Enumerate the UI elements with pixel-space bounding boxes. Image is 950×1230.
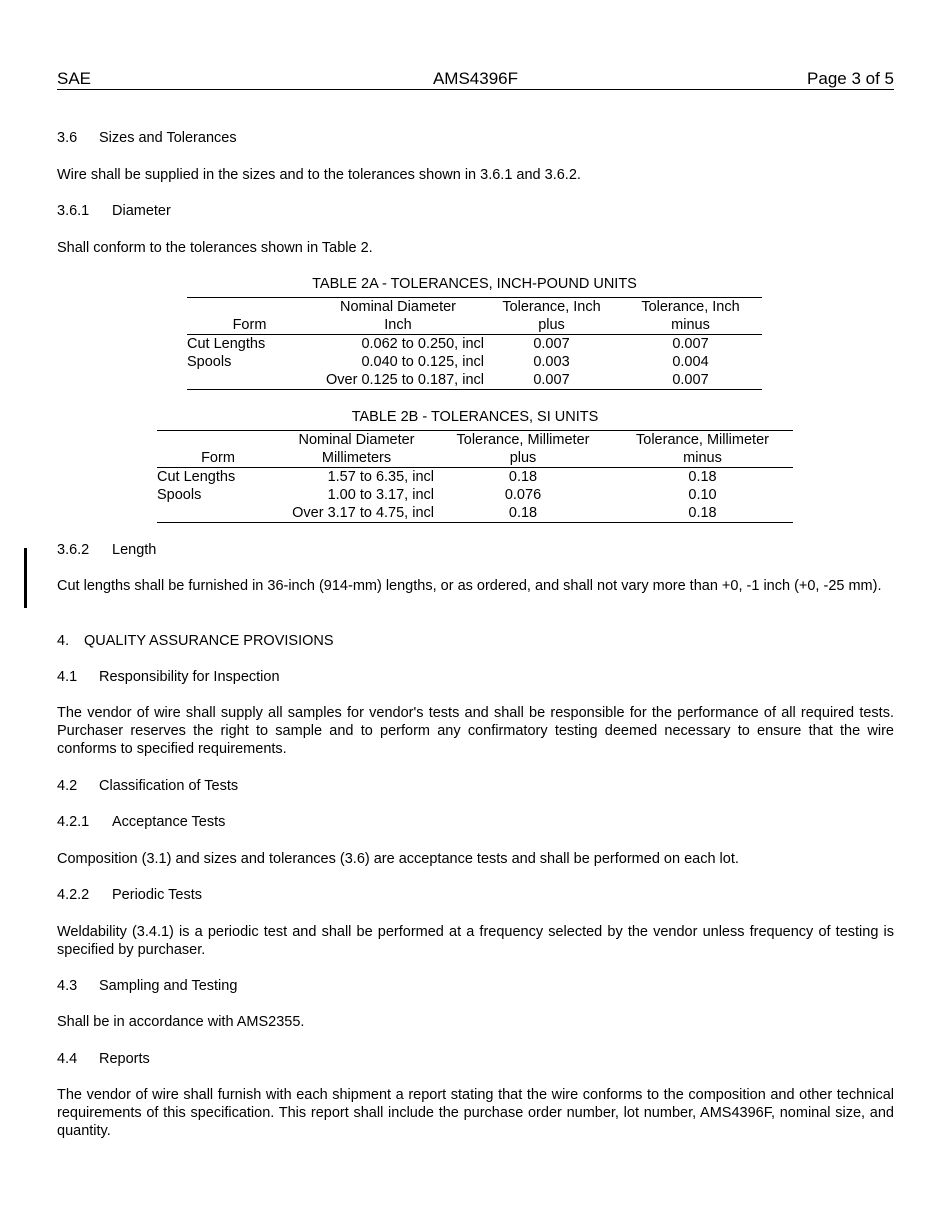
table-cell: 0.007 [619,371,762,390]
table-cell: 0.18 [508,469,538,485]
table-row [157,504,793,523]
table-2b-head: Nominal Diameter [279,431,434,450]
table-cell: 0.062 to 0.250, incl [361,336,484,352]
table-cell: 0.18 [612,504,793,523]
table-cell: 0.007 [533,336,570,352]
table-cell: 0.003 [533,354,570,370]
table-2b-head: plus [434,449,612,468]
table-2a-head: Form [187,316,312,335]
table-2a-head [187,298,312,317]
table-cell: 0.004 [672,354,709,370]
paragraph-4-1: The vendor of wire shall supply all samples for vendor's tests and shall be responsible for the performance of all required tests. Purchaser reserves the right to sample and to perform any confirmatory testing deemed necessary to ensure that the wire conforms to specified requirements. [57,705,894,757]
section-heading-4-1: 4.1 Responsibility for Inspection [57,669,280,685]
section-heading-3-6: 3.6 Sizes and Tolerances [57,130,237,146]
section-heading-4-4: 4.4 Reports [57,1051,150,1067]
paragraph-4-4: The vendor of wire shall furnish with each shipment a report stating that the wire conforms to the composition and other technical requirements of this specification. This report shall include the purchase order number, lot number, AMS4396F, nominal size, and quantity. [57,1087,894,1139]
table-cell: Cut Lengths [187,336,266,352]
table-2a-head: plus [484,316,619,335]
section-heading-3-6-2: 3.6.2 Length [57,542,157,558]
paragraph-3-6: Wire shall be supplied in the sizes and to the tolerances shown in 3.6.1 and 3.6.2. [57,167,581,183]
table-cell [187,371,312,390]
section-heading-4-2-2: 4.2.2 Periodic Tests [57,887,202,903]
table-cell: Spools [157,487,202,503]
table-cell: 1.57 to 6.35, incl [327,469,434,485]
table-2a-head: minus [619,316,762,335]
header-org: SAE [57,69,92,88]
table-row [187,335,762,354]
table-row [157,486,793,504]
table-2a-head: Tolerance, Inch [484,298,619,317]
table-2b-caption: TABLE 2B - TOLERANCES, SI UNITS [351,409,599,425]
page-header [57,68,894,90]
table-cell: 0.007 [484,371,619,390]
table-2a-head: Inch [312,316,484,335]
paragraph-4-3: Shall be in accordance with AMS2355. [57,1014,305,1030]
table-2a-head: Nominal Diameter [312,298,484,317]
paragraph-4-2-2: Weldability (3.4.1) is a periodic test and shall be performed at a frequency selected by the vendor unless frequency of testing is specified by purchaser. [57,924,894,958]
section-heading-3-6-1: 3.6.1 Diameter [57,203,171,219]
table-2b-head [157,431,279,450]
table-2a-head: Tolerance, Inch [619,298,762,317]
table-cell [157,504,279,523]
section-heading-4-2-1: 4.2.1 Acceptance Tests [57,814,226,830]
table-cell: 0.040 to 0.125, incl [361,354,484,370]
revision-bar [24,548,27,608]
table-2b [157,430,793,523]
table-cell: Over 3.17 to 4.75, incl [279,504,434,523]
table-cell: Cut Lengths [157,469,236,485]
table-2b-head: minus [612,449,793,468]
section-heading-4: 4. QUALITY ASSURANCE PROVISIONS [57,633,334,649]
table-cell: 0.007 [672,336,709,352]
table-row [187,353,762,371]
table-cell: 0.10 [688,487,717,503]
table-cell: 1.00 to 3.17, incl [327,487,434,503]
table-cell: 0.076 [504,487,542,503]
table-row [157,468,793,487]
table-2b-head: Tolerance, Millimeter [612,431,793,450]
section-heading-4-2: 4.2 Classification of Tests [57,778,239,794]
section-heading-4-3: 4.3 Sampling and Testing [57,978,238,994]
header-doc-number: AMS4396F [432,69,519,88]
table-2a-caption: TABLE 2A - TOLERANCES, INCH-POUND UNITS [312,276,637,292]
header-page-number: Page 3 of 5 [807,69,894,88]
table-cell: 0.18 [688,469,717,485]
table-cell: Spools [187,354,232,370]
table-2b-head: Form [157,449,279,468]
paragraph-4-2-1: Composition (3.1) and sizes and tolerances (3.6) are acceptance tests and shall be performed on each lot. [57,851,739,867]
table-cell: 0.18 [434,504,612,523]
table-2b-head: Tolerance, Millimeter [434,431,612,450]
table-cell: Over 0.125 to 0.187, incl [312,371,484,390]
paragraph-3-6-1: Shall conform to the tolerances shown in Table 2. [57,240,373,256]
table-row [187,371,762,390]
table-2b-head: Millimeters [279,449,434,468]
table-2a [187,297,762,390]
paragraph-3-6-2: Cut lengths shall be furnished in 36-inch (914-mm) lengths, or as ordered, and shall not vary more than +0, -1 inch (+0, -25 mm). [57,578,882,594]
